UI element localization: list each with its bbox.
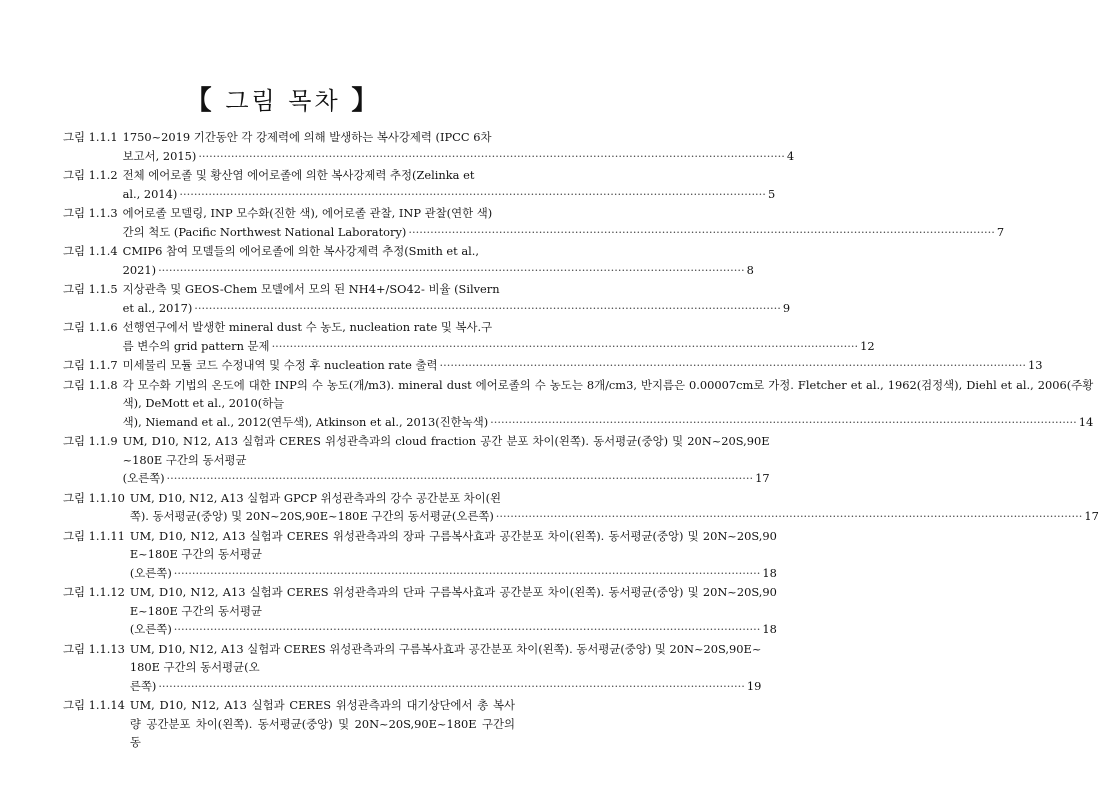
caption-last-line bbox=[130, 564, 777, 583]
toc-entry[interactable] bbox=[63, 128, 795, 165]
caption-text: UM, D10, N12, A13 실험과 CERES 위성관측과의 cloud fraction 공간 분포 차이(왼쪽). 동서평균(중앙) 및 20N~20S,90E~180E 구간의 동서평균 bbox=[122, 434, 770, 467]
dot-leader bbox=[272, 337, 859, 356]
figure-caption bbox=[130, 583, 777, 639]
dot-leader bbox=[496, 507, 1083, 526]
page-number: 5 bbox=[767, 186, 776, 201]
toc-entry[interactable] bbox=[63, 432, 770, 488]
caption-last-line bbox=[123, 356, 1043, 375]
page-number: 18 bbox=[762, 565, 777, 580]
title-open-bracket: 【 bbox=[185, 86, 215, 116]
figure-label: 그림 1.1.9 bbox=[63, 434, 118, 448]
caption-last-line bbox=[123, 299, 791, 318]
caption-text: 지상관측 및 GEOS-Chem 모델에서 모의 된 NH4+/SO42- 비율 (Silvern bbox=[122, 282, 500, 296]
figure-label: 그림 1.1.8 bbox=[63, 377, 118, 392]
caption-last-line bbox=[123, 223, 1005, 242]
figure-label: 그림 1.1.3 bbox=[63, 206, 118, 220]
caption-last-text: 보고서, 2015) bbox=[122, 148, 197, 163]
dot-leader bbox=[158, 677, 745, 696]
caption-last-line bbox=[123, 147, 795, 166]
caption-last-text: 름 변수의 grid pattern 문제 bbox=[122, 338, 270, 353]
caption-last-text: 미세물리 모듈 코드 수정내역 및 수정 후 nucleation rate 출력 bbox=[122, 358, 438, 372]
figure-label: 그림 1.1.1 bbox=[63, 130, 118, 144]
figure-caption bbox=[130, 527, 777, 583]
dot-leader bbox=[490, 413, 1077, 432]
figure-label: 그림 1.1.4 bbox=[63, 244, 118, 258]
page-number: 17 bbox=[755, 471, 770, 485]
caption-last-text: 간의 척도 (Pacific Northwest National Laboratory) bbox=[122, 224, 407, 239]
page-number: 12 bbox=[860, 338, 875, 353]
page-number: 9 bbox=[782, 300, 791, 315]
toc-entry[interactable] bbox=[63, 696, 515, 752]
figure-label: 그림 1.1.13 bbox=[63, 641, 125, 656]
title-close-bracket: 】 bbox=[351, 86, 381, 116]
caption-last-line bbox=[130, 677, 762, 696]
caption-last-text: et al., 2017) bbox=[122, 300, 193, 315]
toc-entry[interactable] bbox=[63, 356, 1043, 375]
caption-text: UM, D10, N12, A13 실험과 CERES 위성관측과의 구름복사효과 공간분포 차이(왼쪽). 동서평균(중앙) 및 20N~20S,90E~180E 구간의 동서평균(오 bbox=[129, 641, 762, 674]
caption-text: UM, D10, N12, A13 실험과 GPCP 위성관측과의 강수 공간분포 차이(왼 bbox=[129, 490, 502, 505]
caption-text: UM, D10, N12, A13 실험과 CERES 위성관측과의 장파 구름복사효과 공간분포 차이(왼쪽). 동서평균(중앙) 및 20N~20S,90E~180E 구간의 동서평균 bbox=[129, 528, 777, 561]
caption-last-line bbox=[123, 469, 770, 488]
toc-entry[interactable] bbox=[63, 376, 1094, 432]
page-number: 19 bbox=[746, 678, 762, 693]
figure-caption bbox=[123, 128, 795, 165]
figure-caption bbox=[123, 432, 770, 488]
dot-leader bbox=[194, 299, 781, 318]
caption-text: 각 모수화 기법의 온도에 대한 INP의 수 농도(개/m3). mineral dust 에어로졸의 수 농도는 8개/cm3, 반지름은 0.00007cm로 가정. Fletcher et al., 1962(검정색), Diehl et al., 2006(주황색), DeMott et al., 2010(하늘 bbox=[122, 377, 1094, 410]
caption-text: 1750~2019 기간동안 각 강제력에 의해 발생하는 복사강제력 (IPCC 6차 bbox=[122, 130, 492, 144]
dot-leader bbox=[174, 564, 761, 583]
caption-text: CMIP6 참여 모델들의 에어로졸에 의한 복사강제력 추정(Smith et al., bbox=[122, 244, 480, 258]
caption-last-text: 2021) bbox=[122, 262, 157, 277]
caption-last-text: (오른쪽) bbox=[129, 565, 172, 580]
figure-label: 그림 1.1.2 bbox=[63, 168, 118, 182]
caption-last-line bbox=[123, 185, 776, 204]
caption-last-line bbox=[123, 413, 1094, 432]
toc-entry[interactable] bbox=[63, 166, 776, 203]
page-number: 17 bbox=[1084, 509, 1099, 523]
dot-leader bbox=[167, 469, 754, 488]
page-number: 4 bbox=[786, 148, 795, 163]
toc-entry[interactable] bbox=[63, 318, 875, 355]
figure-label: 그림 1.1.12 bbox=[63, 585, 125, 599]
figure-caption bbox=[123, 166, 776, 203]
caption-last-text: (오른쪽) bbox=[122, 471, 165, 485]
toc-entry[interactable] bbox=[63, 204, 1005, 241]
figure-caption bbox=[123, 204, 1005, 241]
toc-entry[interactable] bbox=[63, 640, 762, 696]
page-number: 14 bbox=[1078, 414, 1094, 429]
caption-text: UM, D10, N12, A13 실험과 CERES 위성관측과의 대기상단에서 총 복사량 공간분포 차이(왼쪽). 동서평균(중앙) 및 20N~20S,90E~180E 구간의 동 bbox=[129, 698, 515, 749]
dot-leader bbox=[198, 147, 785, 166]
figure-caption bbox=[130, 696, 515, 752]
title-text: 그림 목차 bbox=[225, 87, 341, 115]
caption-last-text: 쪽). 동서평균(중앙) 및 20N~20S,90E~180E 구간의 동서평균(오른쪽) bbox=[129, 509, 494, 523]
figure-caption bbox=[123, 242, 754, 279]
page-number: 7 bbox=[996, 224, 1005, 239]
figure-caption bbox=[123, 280, 791, 317]
figure-caption bbox=[130, 640, 762, 696]
caption-text: 선행연구에서 발생한 mineral dust 수 농도, nucleation rate 및 복사.구 bbox=[122, 320, 493, 334]
caption-last-text: al., 2014) bbox=[122, 186, 178, 201]
page-number: 13 bbox=[1028, 358, 1043, 372]
caption-last-line bbox=[123, 261, 754, 280]
figure-label: 그림 1.1.5 bbox=[63, 282, 118, 296]
toc-entry[interactable] bbox=[63, 242, 754, 279]
caption-last-text: (오른쪽) bbox=[129, 622, 172, 636]
toc-entry[interactable] bbox=[63, 280, 791, 317]
caption-last-text: 색), Niemand et al., 2012(연두색), Atkinson et al., 2013(진한녹색) bbox=[122, 414, 489, 429]
dot-leader bbox=[179, 185, 766, 204]
dot-leader bbox=[174, 620, 761, 639]
caption-last-line bbox=[130, 507, 1099, 526]
figure-list bbox=[63, 128, 1099, 753]
page-title bbox=[0, 80, 566, 117]
dot-leader bbox=[158, 261, 745, 280]
toc-entry[interactable] bbox=[63, 489, 1099, 526]
figure-label: 그림 1.1.6 bbox=[63, 320, 118, 334]
figure-label: 그림 1.1.7 bbox=[63, 358, 118, 372]
caption-text: 전체 에어로졸 및 황산염 에어로졸에 의한 복사강제력 추정(Zelinka et bbox=[122, 168, 475, 182]
figure-label: 그림 1.1.10 bbox=[63, 490, 125, 505]
caption-last-line bbox=[123, 337, 875, 356]
dot-leader bbox=[439, 356, 1026, 375]
caption-last-line bbox=[130, 620, 777, 639]
figure-caption bbox=[123, 376, 1094, 432]
figure-label: 그림 1.1.14 bbox=[63, 698, 125, 712]
figure-label: 그림 1.1.11 bbox=[63, 528, 125, 543]
toc-entry[interactable] bbox=[63, 527, 777, 583]
page-number: 8 bbox=[746, 262, 754, 277]
dot-leader bbox=[408, 223, 995, 242]
caption-text: UM, D10, N12, A13 실험과 CERES 위성관측과의 단파 구름복사효과 공간분포 차이(왼쪽). 동서평균(중앙) 및 20N~20S,90E~180E 구간의 동서평균 bbox=[129, 585, 777, 618]
toc-entry[interactable] bbox=[63, 583, 777, 639]
figure-caption bbox=[123, 356, 1043, 375]
figure-caption bbox=[130, 489, 1099, 526]
caption-last-text: 른쪽) bbox=[129, 678, 157, 693]
caption-text: 에어로졸 모델링, INP 모수화(진한 색), 에어로졸 관찰, INP 관찰(연한 색) bbox=[122, 206, 493, 220]
page-number: 18 bbox=[762, 622, 777, 636]
figure-caption bbox=[123, 318, 875, 355]
